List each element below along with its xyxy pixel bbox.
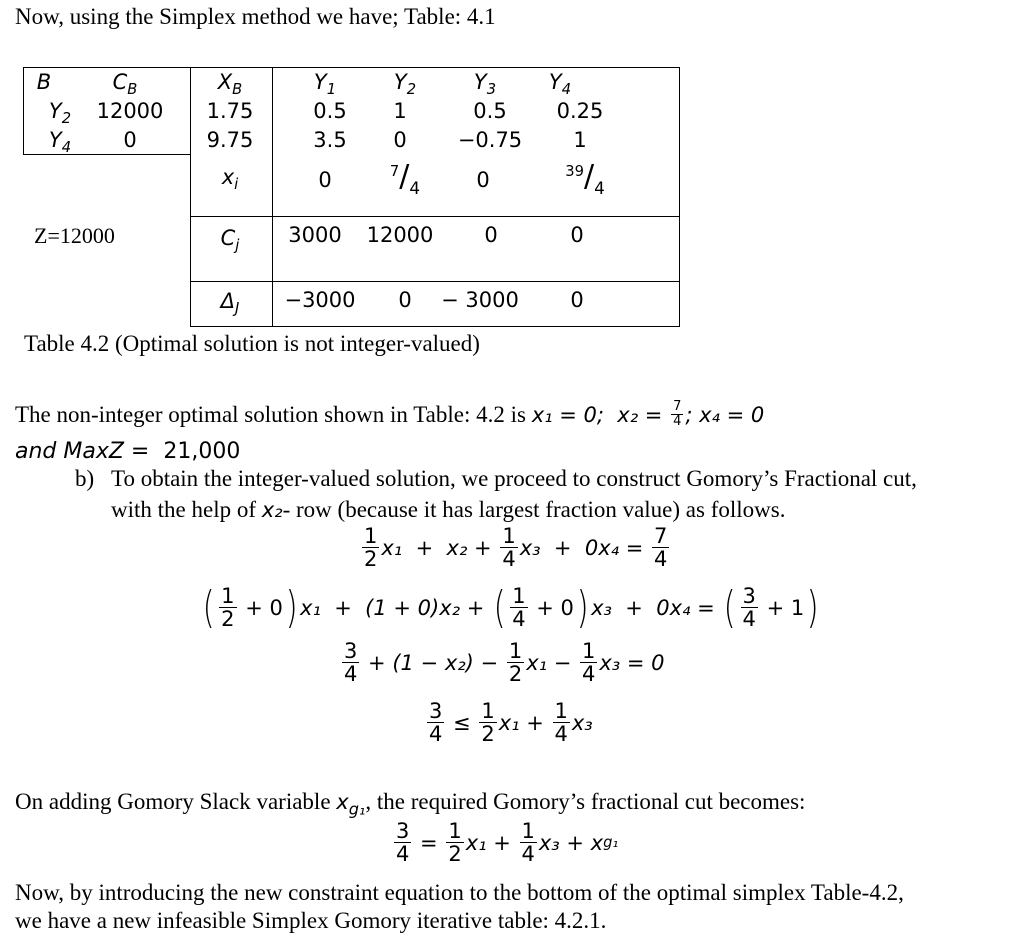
delta-label: $\Delta_J$ — [220, 289, 240, 318]
row1-y1: 0.5 — [313, 99, 347, 123]
table-caption: Table 4.2 (Optimal solution is not integer-valued) — [24, 331, 480, 356]
delta-y2: 0 — [398, 288, 412, 312]
equation-3: $\frac{3}{4}$ + (1 − x₂) − $\frac{1}{2}$ x₁ − $\frac{1}{4}$ x₃ = 0 — [344, 639, 665, 686]
row2-y4: 1 — [573, 128, 587, 152]
gomory-slack-line: On adding Gomory Slack variable $x_{g_1}$, the required Gomory’s fractional cut becomes: — [15, 789, 806, 819]
equation-2: ( $\frac{1}{2}$ + 0 ) x₁ + (1 + 0)x₂ + ( $\frac{1}{4}$ + 0 ) x₃ + 0x₄ = ( $\frac{3}{4}$ + 1 ) — [202, 581, 819, 633]
header-y4: $Y_4$ — [548, 70, 572, 99]
row2-xb: 9.75 — [206, 128, 254, 152]
cj-y3: 0 — [484, 223, 498, 247]
xi-y4: $^{39}/_4$ — [565, 159, 605, 198]
row1-y4: 0.25 — [556, 99, 604, 123]
row2-y2: 0 — [393, 128, 407, 152]
header-y1: $Y_1$ — [313, 70, 337, 99]
xi-y3: 0 — [476, 168, 490, 192]
row1-y2: 1 — [393, 99, 407, 123]
header-y2: $Y_2$ — [393, 70, 417, 99]
delta-y3: − 3000 — [441, 288, 519, 312]
item-b-label: b) — [75, 466, 95, 491]
row1-y3: 0.5 — [473, 99, 507, 123]
simplex-table — [0, 0, 1024, 340]
header-y3: $Y_3$ — [473, 70, 497, 99]
new-constraint-line1: Now, by introducing the new constraint equation to the bottom of the optimal simplex Table-4.2, — [15, 880, 904, 905]
max-z-line: and MaxZ = 21,000 — [15, 439, 241, 464]
xi-y1: 0 — [318, 168, 332, 192]
cj-y4: 0 — [570, 223, 584, 247]
row1-cb: 12000 — [96, 99, 164, 123]
cj-y1: 3000 — [288, 223, 342, 247]
delta-y4: 0 — [570, 288, 584, 312]
xi-label: $x_i$ — [221, 165, 239, 194]
equation-4: $\frac{3}{4}$ ≤ $\frac{1}{2}$ x₁ + $\frac{1}{4}$ x₃ — [429, 699, 593, 746]
row2-y1: 3.5 — [313, 128, 347, 152]
header-b: B — [36, 70, 52, 94]
item-b-line2: with the help of x₂- row (because it has largest fraction value) as follows. — [111, 497, 786, 522]
intro-line: Now, using the Simplex method we have; Table: 4.1 — [15, 4, 496, 29]
xi-y2: $^7/_4$ — [389, 159, 421, 198]
row1-b: $Y_2$ — [48, 99, 72, 128]
equation-1: $\frac{1}{2}$ x₁ + x₂ + $\frac{1}{4}$ x₃ + 0x₄ = $\frac{7}{4}$ — [364, 524, 668, 571]
gomory-cut-equation: $\frac{3}{4}$ = $\frac{1}{2}$ x₁ + $\frac{1}{4}$ x₃ + x g₁ — [396, 819, 619, 866]
row2-cb: 0 — [123, 128, 137, 152]
delta-y1: −3000 — [284, 288, 356, 312]
header-xb: $X_B$ — [217, 70, 243, 99]
cj-label: $C_j$ — [220, 226, 240, 255]
z-value: Z=12000 — [34, 223, 115, 248]
row1-xb: 1.75 — [206, 99, 254, 123]
row2-y3: −0.75 — [457, 128, 523, 152]
item-b-line1: To obtain the integer-valued solution, we proceed to construct Gomory’s Fractional cut, — [111, 466, 917, 491]
cj-y2: 12000 — [366, 223, 434, 247]
non-integer-solution-line: The non-integer optimal solution shown in Table: 4.2 is x₁ = 0; x₂ = $\frac{7}{4}$ ; x₄ = 0 — [15, 399, 765, 429]
new-constraint-line2: we have a new infeasible Simplex Gomory iterative table: 4.2.1. — [15, 908, 607, 933]
header-cb: $C_B$ — [112, 70, 138, 99]
row2-b: $Y_4$ — [48, 128, 72, 157]
